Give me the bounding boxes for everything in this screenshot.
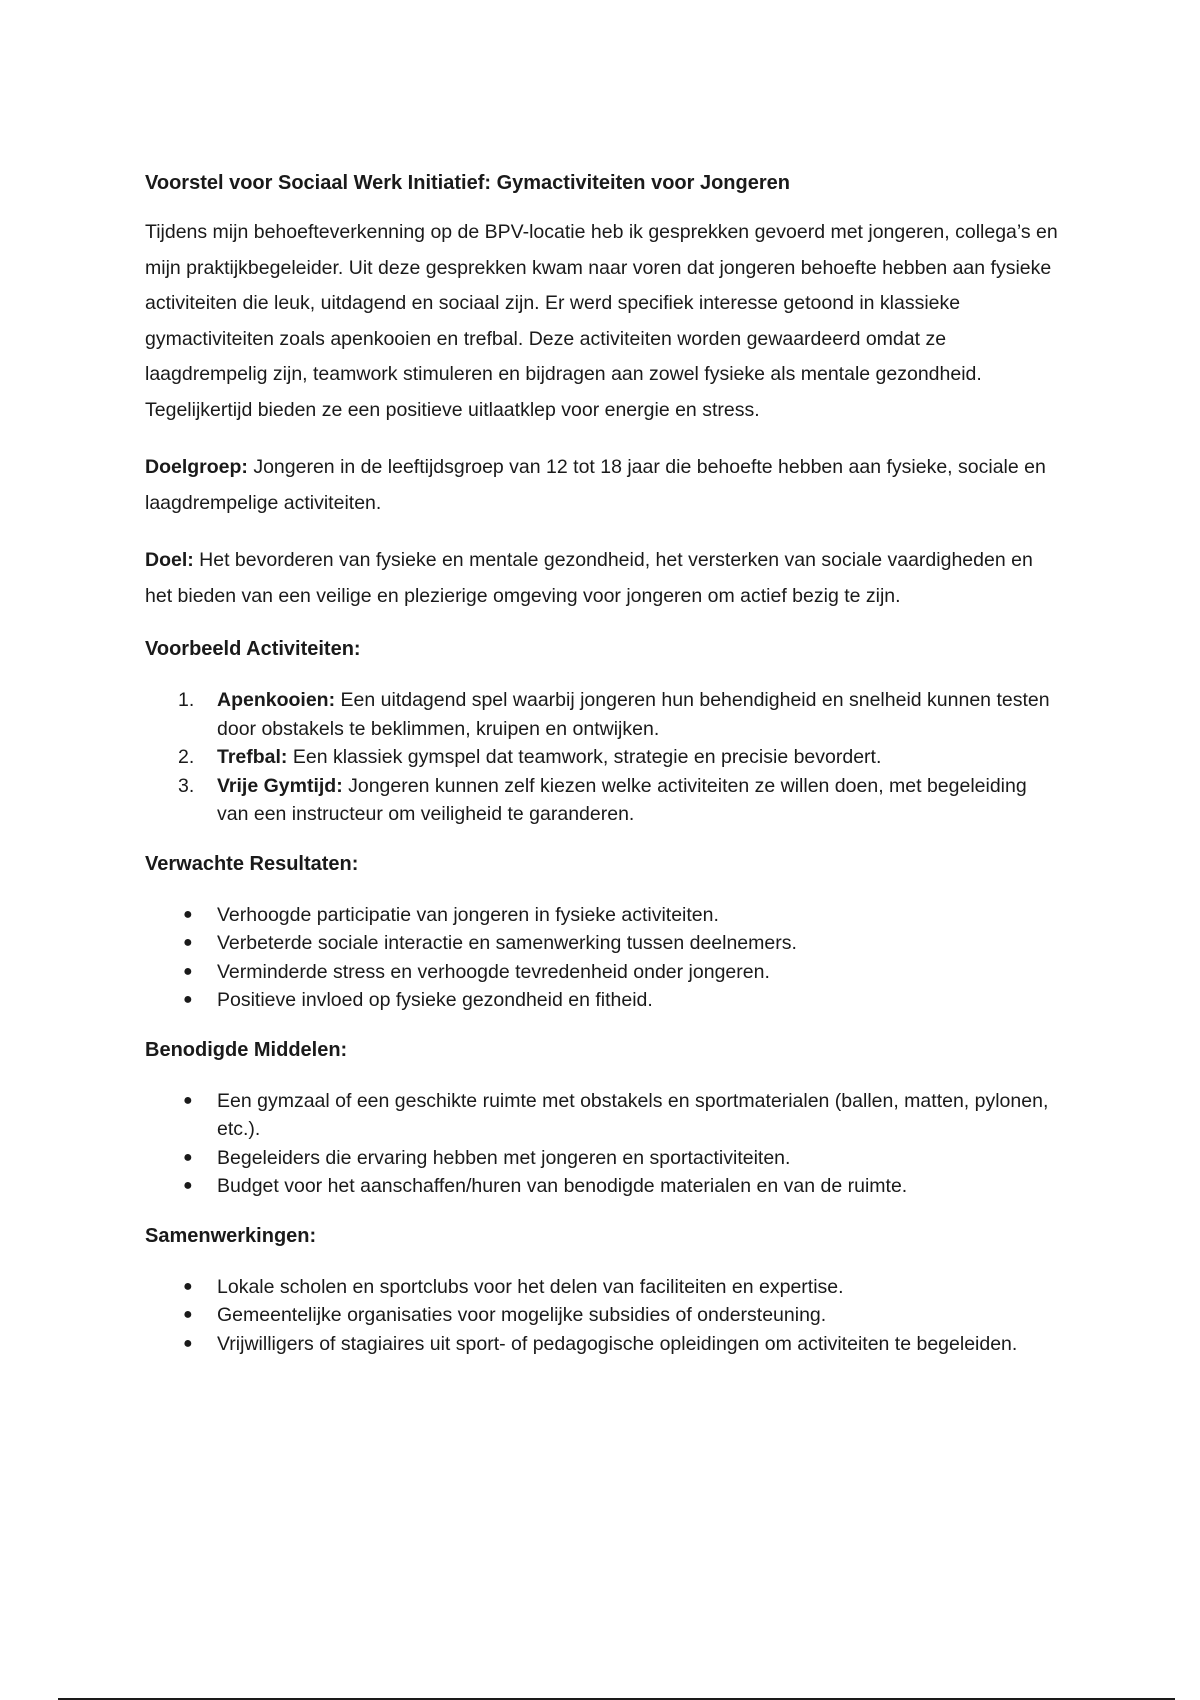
list-number: 1. [178,689,195,711]
bullet-icon: ● [183,991,193,1008]
list-item-text: Vrijwilligers of stagiaires uit sport- of pedagogische opleidingen om activiteiten te begeleiden. [217,1332,1018,1355]
bullet-icon: ● [183,962,193,980]
list-item-text: Een gymzaal of een geschikte ruimte met obstakels en sportmaterialen (ballen, matten, pylonen, etc.). [217,1089,1049,1140]
list-item [145,1172,1060,1201]
bullet-icon: ● [183,1148,193,1166]
list-item-text: Verhoogde participatie van jongeren in fysieke activiteiten. [217,903,719,926]
list-item [145,929,1060,958]
list-item-text: Begeleiders die ervaring hebben met jongeren en sportactiviteiten. [217,1146,791,1169]
list-item [145,1301,1060,1330]
list-item [145,1087,1060,1144]
list-item [145,1144,1060,1173]
activity-text: Een klassiek gymspel dat teamwork, strategie en precisie bevordert. [287,746,882,768]
list-item-text: Gemeentelijke organisaties voor mogelijke subsidies of ondersteuning. [217,1304,827,1326]
doel-label: Doel: [145,549,194,571]
bullet-icon: ● [183,934,193,951]
bullet-icon: ● [183,1177,193,1194]
activity-label: Apenkooien: [217,689,336,711]
list-item [145,1330,1060,1359]
doel-text: Het bevorderen van fysieke en mentale gezondheid, het versterken van sociale vaardigheden en het bieden van een veilige en plezierige omgeving voor jongeren om actief bezig te zijn. [145,549,1033,607]
activiteiten-list [145,686,1060,829]
list-item [145,986,1060,1015]
list-item [145,1273,1060,1302]
samenwerkingen-list [145,1273,1060,1359]
bullet-icon: ● [183,1306,193,1323]
list-item [145,901,1060,930]
bullet-icon: ● [183,1334,193,1352]
list-item [145,958,1060,987]
activity-text: Jongeren kunnen zelf kiezen welke activiteiten ze willen doen, met begeleiding van een instructeur om veiligheid te garanderen. [217,774,1027,825]
list-item-text: Budget voor het aanschaffen/huren van benodigde materialen en van de ruimte. [217,1175,908,1197]
doelgroep-label: Doelgroep: [145,456,248,478]
bullet-icon: ● [183,1091,193,1109]
list-item [145,743,1060,772]
middelen-heading: Benodigde Middelen: [145,1038,348,1061]
activity-label: Trefbal: [217,746,288,768]
activiteiten-heading: Voorbeeld Activiteiten: [145,638,361,660]
activity-text: Een uitdagend spel waarbij jongeren hun behendigheid en snelheid kunnen testen door obstakels te beklimmen, kruipen en ontwijken. [217,689,1050,740]
bullet-icon: ● [183,905,193,923]
resultaten-heading: Verwachte Resultaten: [145,852,359,875]
list-item-text: Positieve invloed op fysieke gezondheid en fitheid. [217,989,653,1011]
list-number: 3. [178,774,195,797]
doelgroep-text: Jongeren in de leeftijdsgroep van 12 tot 18 jaar die behoefte hebben aan fysieke, sociale en laagdrempelige activiteiten. [145,456,1046,514]
document-title: Voorstel voor Sociaal Werk Initiatief: Gymactiviteiten voor Jongeren [145,172,790,194]
intro-paragraph: Tijdens mijn behoefteverkenning op de BPV-locatie heb ik gesprekken gevoerd met jongeren, collega’s en mijn praktijkbegeleider. Uit deze gesprekken kwam naar voren dat jongeren behoefte hebben aan fysieke activiteiten die leuk, uitdagend en sociaal zijn. Er werd specifiek interesse getoond in klassieke gymactiviteiten zoals apenkooien en trefbal. Deze activiteiten worden gewaardeerd omdat ze laagdrempelig zijn, teamwork stimuleren en bijdragen aan zowel fysieke als mentale gezondheid. Tegelijkertijd bieden ze een positieve uitlaatklep voor energie en stress. [145,221,1058,421]
doelgroep-paragraph [145,450,1060,521]
bullet-icon: ● [183,1277,193,1295]
list-number: 2. [178,746,195,768]
list-item-text: Verminderde stress en verhoogde tevredenheid onder jongeren. [217,960,770,983]
list-item [145,772,1060,829]
resultaten-list [145,901,1060,1015]
document-page [145,170,1060,1380]
list-item-text: Verbeterde sociale interactie en samenwerking tussen deelnemers. [217,932,797,954]
list-item [145,686,1060,743]
samenwerkingen-heading: Samenwerkingen: [145,1224,317,1247]
list-item-text: Lokale scholen en sportclubs voor het delen van faciliteiten en expertise. [217,1275,844,1298]
doel-paragraph [145,543,1060,614]
middelen-list [145,1087,1060,1201]
activity-label: Vrije Gymtijd: [217,774,343,797]
